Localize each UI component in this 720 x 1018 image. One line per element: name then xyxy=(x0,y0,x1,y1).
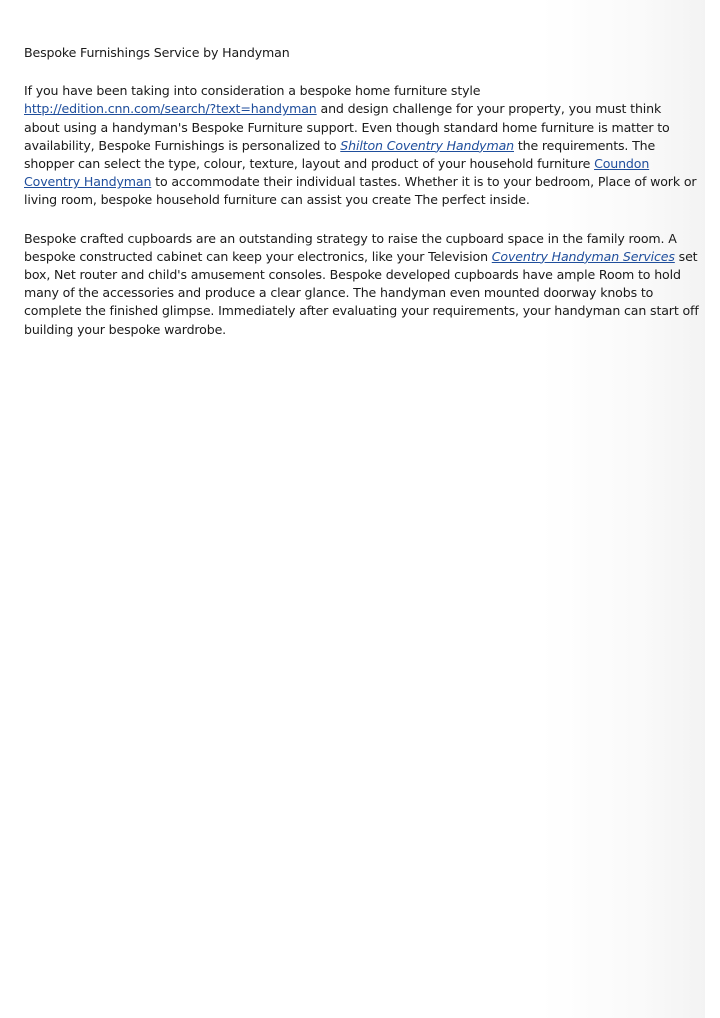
paragraph-2-text-2: set box, Net router and child's amusement consoles. Bespoke developed cupboards have ample Room to hold many of the accessories and produce a clear glance. The handyman even mounted doorway knobs to complete the finished glimpse. Immediately after evaluating your requirements, your handyman can start off building your bespoke wardrobe. xyxy=(24,248,699,337)
paragraph-1-text-2: and design challenge for your property, you must think about using a handyman's Bespoke Furniture support. Even though standard home furniture is matter to availability, Bespoke Furnishings is personalized to xyxy=(24,101,670,153)
paragraph-2-text-1: Bespoke crafted cupboards are an outstanding strategy to raise the cupboard space in the family room. A bespoke constructed cabinet can keep your electronics, like your Television xyxy=(24,230,677,264)
document-title: Bespoke Furnishings Service by Handyman xyxy=(24,45,290,60)
document-body xyxy=(24,44,700,359)
page-edge xyxy=(705,0,720,1018)
shilton-coventry-handyman-link[interactable]: Shilton Coventry Handyman xyxy=(340,137,514,153)
paragraph-1-text-1: If you have been taking into consideration a bespoke home furniture style xyxy=(24,83,481,99)
cnn-search-link[interactable]: http://edition.cnn.com/search/?text=handyman xyxy=(24,101,317,117)
paragraph-1-text-3: the requirements. The shopper can select the type, colour, texture, layout and product of your household furniture xyxy=(24,137,656,172)
paragraph-1 xyxy=(24,82,700,209)
coundon-coventry-handyman-link[interactable]: Coundon Coventry Handyman xyxy=(24,156,650,190)
paragraph-2 xyxy=(24,230,700,339)
coventry-handyman-services-link[interactable]: Coventry Handyman Services xyxy=(491,248,675,264)
paragraph-1-text-4: to accommodate their individual tastes. Whether it is to your bedroom, Place of work or living room, bespoke household furniture can assist you create The perfect inside. xyxy=(24,174,697,208)
